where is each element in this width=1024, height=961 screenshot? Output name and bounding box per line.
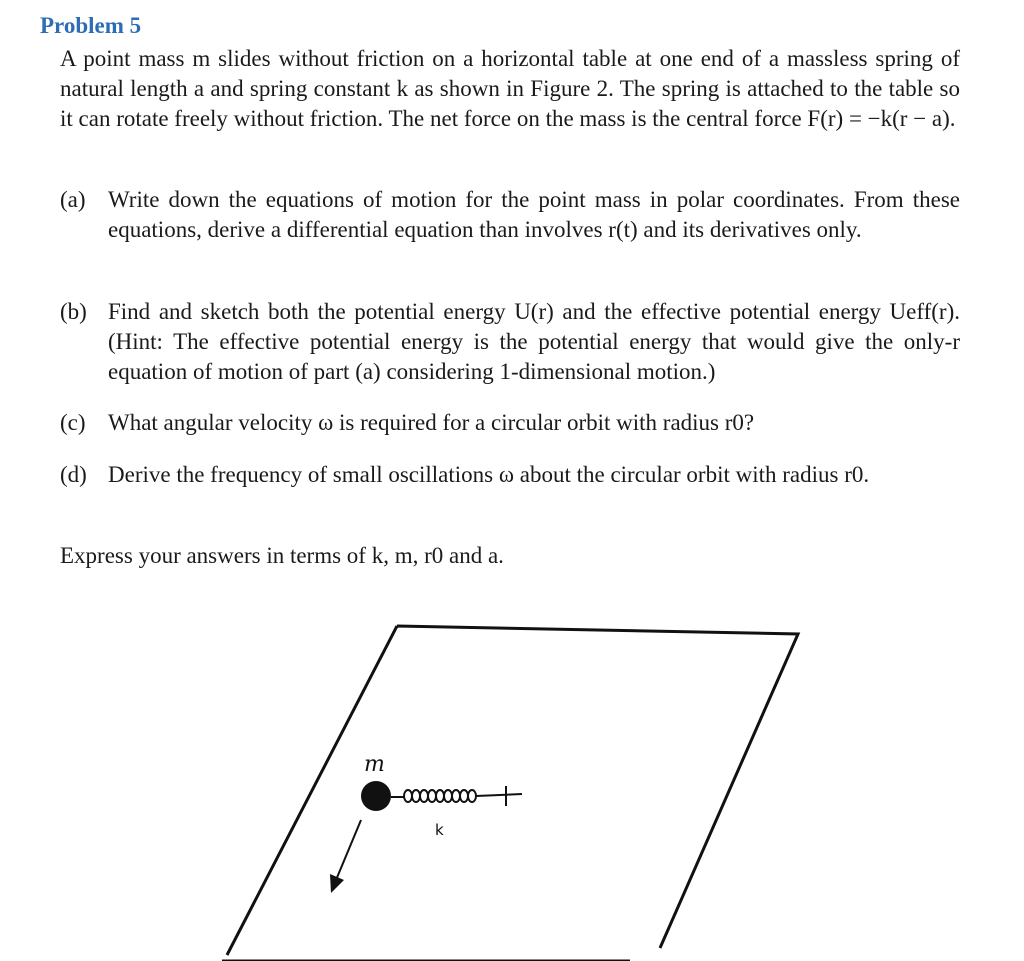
part-label: (c) [60,410,86,435]
spring [391,790,522,802]
mass-label: m [364,752,385,777]
part-label: (d) [60,462,87,487]
part-label: (b) [60,299,87,324]
part-text: Find and sketch both the potential energy U(r) and the effective potential energy Ueff(r). (Hint: The effective potential energy is the potential energy that would give the only-r equation of motion of part (a) considering 1-dimensional motion.) [108,299,960,384]
part-text: What angular velocity ω is required for a circular orbit with radius r0? [108,410,755,435]
problem-intro: A point mass m slides without friction on a horizontal table at one end of a massless spring of natural length a and spring constant k as shown in Figure 2. The spring is attached to the table so it can rotate freely without friction. The net force on the mass is the central force F(r) = −k(r − a). [60,46,960,131]
closing-instruction: Express your answers in terms of k, m, r0 and a. [60,543,504,568]
part-text: Write down the equations of motion for the point mass in polar coordinates. From these equations, derive a differential equation than involves r(t) and its derivatives only. [108,187,960,242]
problem-title: Problem 5 [40,13,142,38]
point-mass [361,781,391,811]
table-outline [227,626,798,955]
part-label: (a) [60,187,86,212]
part-text: Derive the frequency of small oscillations ω about the circular orbit with radius r0. [108,462,870,487]
spring-label: k [435,821,444,839]
velocity-arrow [336,820,361,880]
